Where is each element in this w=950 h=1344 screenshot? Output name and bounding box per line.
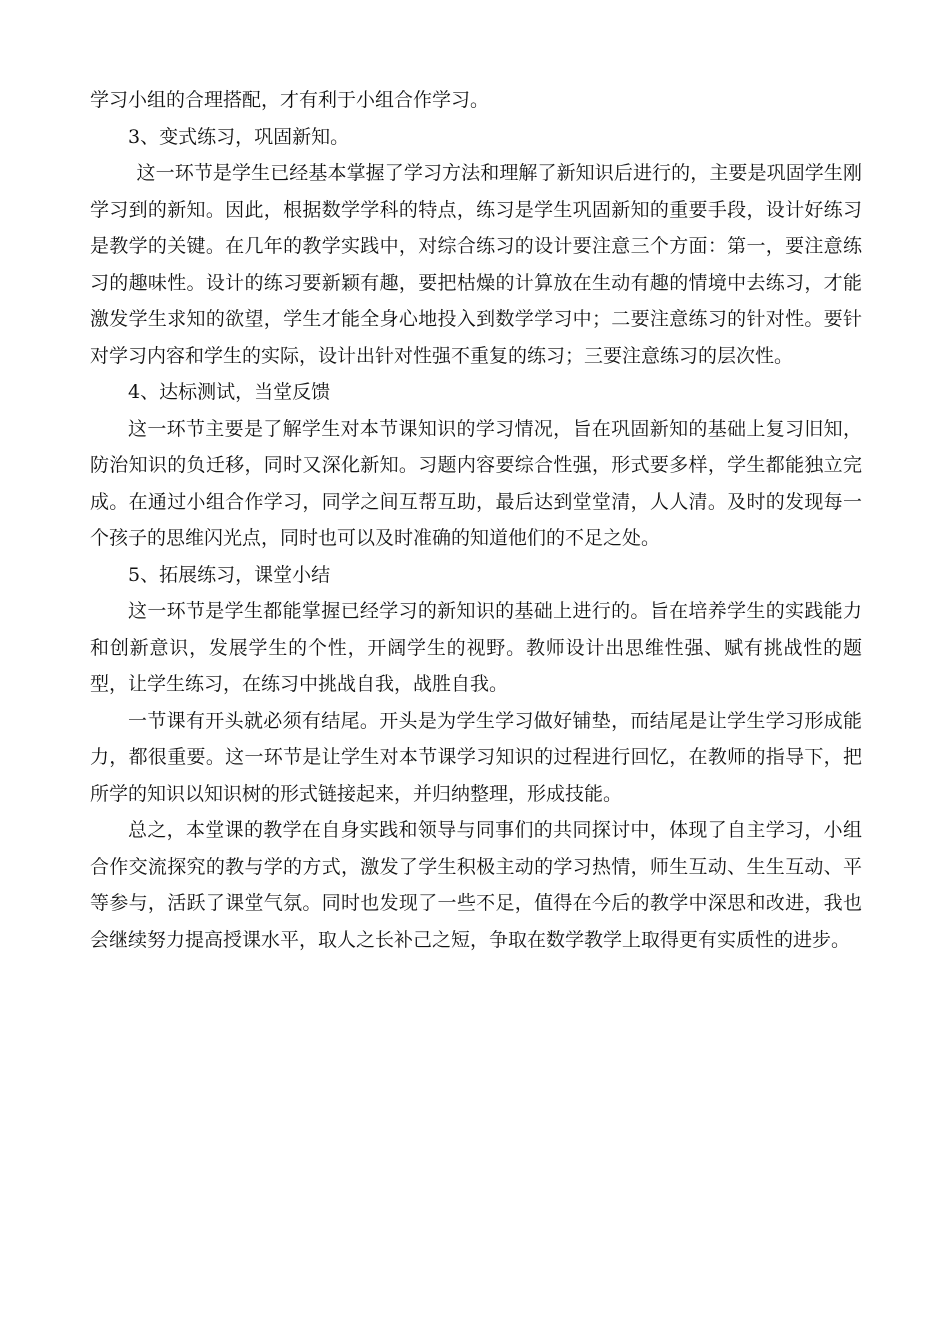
paragraph-continuation: 学习小组的合理搭配，才有利于小组合作学习。 [90,89,490,111]
paragraph-test: 这一环节主要是了解学生对本节课知识的学习情况，旨在巩固新知的基础上复习旧知，防治知识的负迁移，同时又深化新知。习题内容要综合性强，形式要多样，学生都能独立完成。在通过小组合作学习，同学之间互帮互助，最后达到堂堂清，人人清。及时的发现每一个孩子的思维闪光点，同时也可以及时准确的知道他们的不足之处。 [90,417,862,549]
paragraph-conclusion: 总之，本堂课的教学在自身实践和领导与同事们的共同探讨中，体现了自主学习，小组合作交流探究的教与学的方式，激发了学生积极主动的学习热情，师生互动、生生互动、平等参与，活跃了课堂气氛。同时也发现了一些不足，值得在今后的教学中深思和改进，我也会继续努力提高授课水平，取人之长补己之短，争取在数学教学上取得更有实质性的进步。 [90,819,862,951]
paragraph-practice: 这一环节是学生已经基本掌握了学习方法和理解了新知识后进行的，主要是巩固学生刚学习到的新知。因此，根据数学学科的特点，练习是学生巩固新知的重要手段，设计好练习是教学的关键。在几年的教学实践中，对综合练习的设计要注意三个方面：第一，要注意练习的趣味性。设计的练习要新颖有趣，要把枯燥的计算放在生动有趣的情境中去练习，才能激发学生求知的欲望，学生才能全身心地投入到数学学习中；二要注意练习的针对性。要针对学习内容和学生的实际，设计出针对性强不重复的练习；三要注意练习的层次性。 [90,162,862,367]
section-heading-5: 5、拓展练习，课堂小结 [128,563,331,586]
document-body [90,82,862,958]
paragraph-summary: 一节课有开头就必须有结尾。开头是为学生学习做好铺垫，而结尾是让学生学习形成能力，都很重要。这一环节是让学生对本节课学习知识的过程进行回忆，在教师的指导下，把所学的知识以知识树的形式链接起来，并归纳整理，形成技能。 [90,709,862,805]
section-heading-4: 4、达标测试，当堂反馈 [128,381,331,403]
paragraph-extension: 这一环节是学生都能掌握已经学习的新知识的基础上进行的。旨在培养学生的实践能力和创新意识，发展学生的个性，开阔学生的视野。教师设计出思维性强、赋有挑战性的题型，让学生练习，在练习中挑战自我，战胜自我。 [90,600,862,695]
section-heading-3: 3、变式练习，巩固新知。 [128,125,350,148]
